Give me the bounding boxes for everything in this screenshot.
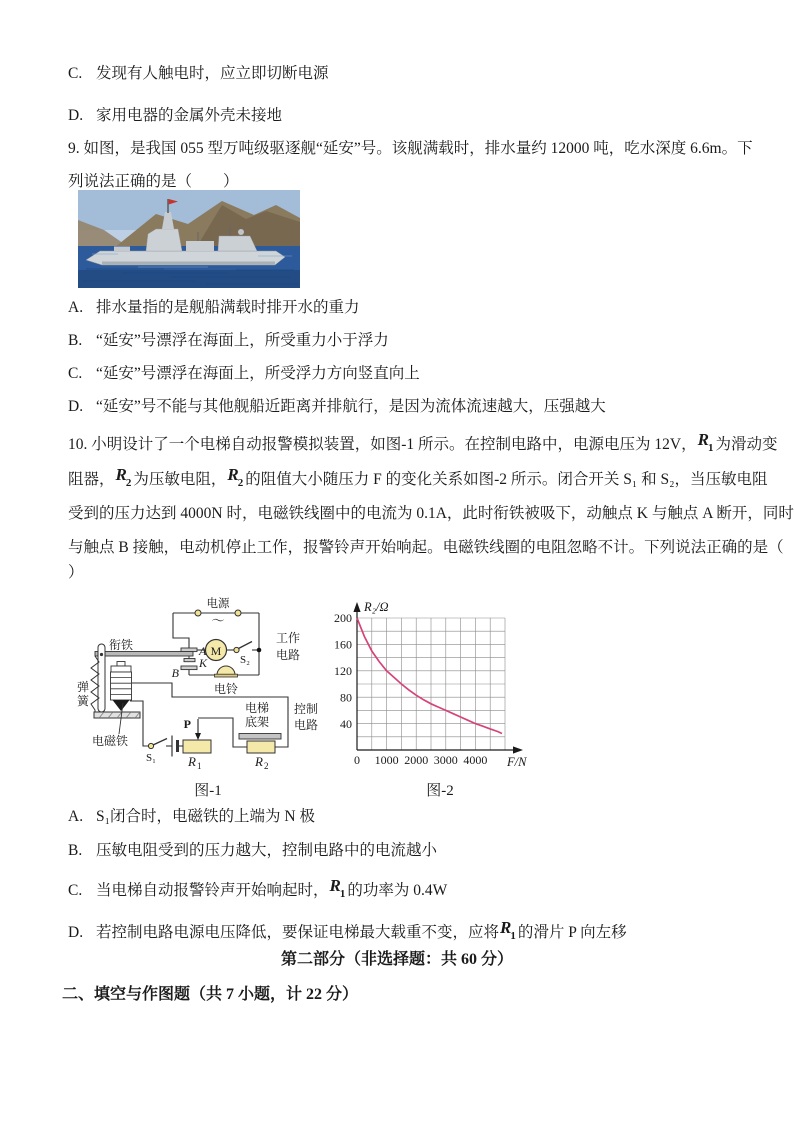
stem-text: 10. 小明设计了一个电梯自动报警模拟装置，如图-1 所示。在控制电路中，电源电压为 12V， <box>68 436 697 453</box>
option-label: D. <box>68 398 84 415</box>
elevator-label-2: 底架 <box>244 715 270 729</box>
option-text: 当电梯自动报警铃声开始响起时， <box>96 882 329 899</box>
q9-option-d <box>68 397 606 417</box>
r2-label-sub: 2 <box>264 761 269 771</box>
working-circuit-label-1: 工作 <box>276 631 301 645</box>
option-text: 发现有人触电时，应立即切断电源 <box>96 65 329 82</box>
control-circuit-label-1: 控制 <box>294 702 319 716</box>
r1-symbol: $R_1$ <box>329 876 346 901</box>
ship-bridge <box>146 229 182 251</box>
option-label: A. <box>68 299 84 316</box>
x-tick-1000: 1000 <box>374 753 399 767</box>
electromagnet-coil <box>111 662 132 712</box>
pressure-resistor-r2 <box>247 741 275 753</box>
q10-option-b <box>68 841 437 861</box>
power-label: 电源 <box>206 598 230 610</box>
ship-waterline <box>102 262 275 265</box>
junction-dot <box>257 648 262 653</box>
option-text: 的滑片 P 向左移 <box>517 924 627 941</box>
q9-option-c <box>68 364 420 384</box>
q10-stem-line2 <box>68 465 768 495</box>
slider-p-label: P <box>183 717 191 731</box>
y-tick-40: 40 <box>340 717 352 731</box>
option-text: “延安”号不能与其他舰船近距离并排航行，是因为流体流速越大，压强越大 <box>96 398 606 415</box>
x-axis-arrow <box>513 746 523 753</box>
q9-option-a <box>68 298 360 318</box>
elevator-label-1: 电梯 <box>244 701 270 715</box>
q10-stem-line3: 受到的压力达到 4000N 时，电磁铁线圈中的电流为 0.1A，此时衔铁被吸下，动触点 K 与触点 A 断开，同时 <box>68 505 794 522</box>
armature-label: 衔铁 <box>109 638 134 652</box>
q8-option-d <box>68 106 282 126</box>
pivot-dot <box>100 653 103 656</box>
option-label: B. <box>68 332 83 349</box>
q10-option-d <box>68 918 627 948</box>
r2-label-base: R <box>255 754 263 769</box>
option-text: 的功率为 0.4W <box>347 882 448 899</box>
stem-text: 的阻值大小随压力 F 的变化关系如图-2 所示。闭合开关 S₁ 和 S₂，当压敏电阻 <box>245 471 768 488</box>
stem-text: 阻器， <box>68 471 115 488</box>
y-tick-160: 160 <box>334 637 352 652</box>
ship-mid-structure <box>186 241 214 251</box>
contact-k-plate <box>184 659 195 662</box>
spring-label-char1: 弹 <box>76 680 90 694</box>
r1-symbol: $R_1$ <box>500 918 516 943</box>
r1-label-base: R <box>188 754 196 769</box>
working-circuit-label-2: 电路 <box>276 648 301 662</box>
option-label: D. <box>68 924 84 941</box>
contact-k-label: K <box>199 656 208 670</box>
option-label: C. <box>68 65 83 82</box>
switch-s1-blade <box>153 739 167 746</box>
y-tick-200: 200 <box>334 611 352 625</box>
ship-mast-pole <box>167 199 168 213</box>
x-tick-0: 0 <box>354 753 360 767</box>
q8-option-c <box>68 64 329 84</box>
s1-label: S₁ <box>146 752 156 764</box>
fig1-circuit-diagram <box>60 590 330 782</box>
slider-p-arrowhead <box>195 733 201 740</box>
q10-stem-line4: 与触点 B 接触，电动机停止工作，报警铃声开始响起。电磁铁线圈的电阻忽略不计。下列说法正确的是（ <box>68 539 784 556</box>
section2-heading: 二、填空与作图题（共 7 小题，计 22 分） <box>62 986 359 1003</box>
ship-photo <box>78 190 300 288</box>
r2-symbol: $R_2$ <box>115 465 132 490</box>
ship-bow-gun <box>114 247 130 252</box>
rheostat-r1 <box>183 740 211 753</box>
x-axis-label: F/N <box>507 755 527 769</box>
option-text: 家用电器的金属外壳未接地 <box>96 107 283 124</box>
r2-symbol: $R_2$ <box>227 465 244 490</box>
option-label: D. <box>68 107 84 124</box>
x-tick-4000: 4000 <box>463 753 488 767</box>
switch-s1 <box>148 743 153 748</box>
q9-option-b <box>68 331 389 351</box>
q10-stem-line5: ） <box>68 564 84 581</box>
control-circuit-label-2: 电路 <box>294 718 319 732</box>
armature-bar <box>95 652 193 657</box>
r1-label-sub: 1 <box>197 761 202 771</box>
r1-symbol: $R_1$ <box>697 430 714 455</box>
s2-label: S₂ <box>240 654 250 666</box>
y-tick-80: 80 <box>340 690 352 705</box>
stem-text: 为滑动变 <box>715 436 778 453</box>
option-text: S₁闭合时，电磁铁的上端为 N 极 <box>96 808 315 825</box>
switch-s2-blade <box>239 642 253 649</box>
option-text: “延安”号漂浮在海面上，所受浮力方向竖直向上 <box>96 365 420 382</box>
graph-grid <box>357 618 505 750</box>
contact-a-label: A <box>199 644 207 658</box>
bell-label: 电铃 <box>213 682 239 696</box>
q10-option-c <box>68 876 448 906</box>
y-axis-label: R₂/Ω <box>364 600 389 614</box>
option-label: A. <box>68 808 84 825</box>
bell-base <box>215 674 238 677</box>
q9-stem-line1: 9. 如图，是我国 055 型万吨级驱逐舰“延安”号。该舰满载时，排水量约 12000 吨，吃水深度 6.6m。下 <box>68 140 753 157</box>
electromagnet-label: 电磁铁 <box>92 734 129 748</box>
x-tick-3000: 3000 <box>433 753 458 767</box>
spring-label-char2: 簧 <box>76 694 90 708</box>
elevator-plate <box>239 734 281 740</box>
battery <box>172 736 178 757</box>
magnet-base <box>94 712 140 718</box>
option-label: B. <box>68 842 83 859</box>
option-text: 若控制电路电源电压降低，要保证电梯最大载重不变，应将 <box>96 924 500 941</box>
option-label: C. <box>68 882 83 899</box>
power-terminal-right <box>235 610 241 616</box>
ac-tilde: ～ <box>211 613 225 628</box>
stem-text: 为压敏电阻， <box>133 471 227 488</box>
contact-b-plate <box>181 666 197 670</box>
power-terminal-left <box>195 610 201 616</box>
x-tick-2000: 2000 <box>404 753 429 767</box>
option-text: 压敏电阻受到的压力越大，控制电路中的电流越小 <box>96 842 438 859</box>
fig2-caption: 图-2 <box>426 783 454 799</box>
fig2-graph <box>330 593 535 778</box>
y-axis-arrow <box>353 602 360 612</box>
r2-vs-f-curve <box>357 618 502 734</box>
ship-radar-dome <box>238 229 244 235</box>
bell-dome <box>217 666 235 675</box>
q10-option-a <box>68 807 315 827</box>
part2-heading: 第二部分（非选择题：共 60 分） <box>280 951 513 968</box>
q9-stem-line2: 列说法正确的是（ ） <box>68 173 239 190</box>
ship-aft-structure <box>218 236 257 251</box>
option-text: 排水量指的是舰船满载时排开水的重力 <box>96 299 360 316</box>
option-text: “延安”号漂浮在海面上，所受重力小于浮力 <box>96 332 389 349</box>
q10-stem-line1 <box>68 430 778 460</box>
fig1-caption: 图-1 <box>194 783 222 799</box>
switch-s2 <box>234 647 239 652</box>
y-tick-120: 120 <box>334 664 352 678</box>
motor-label: M <box>210 644 222 658</box>
option-label: C. <box>68 365 83 382</box>
contact-b-label: B <box>171 666 179 680</box>
